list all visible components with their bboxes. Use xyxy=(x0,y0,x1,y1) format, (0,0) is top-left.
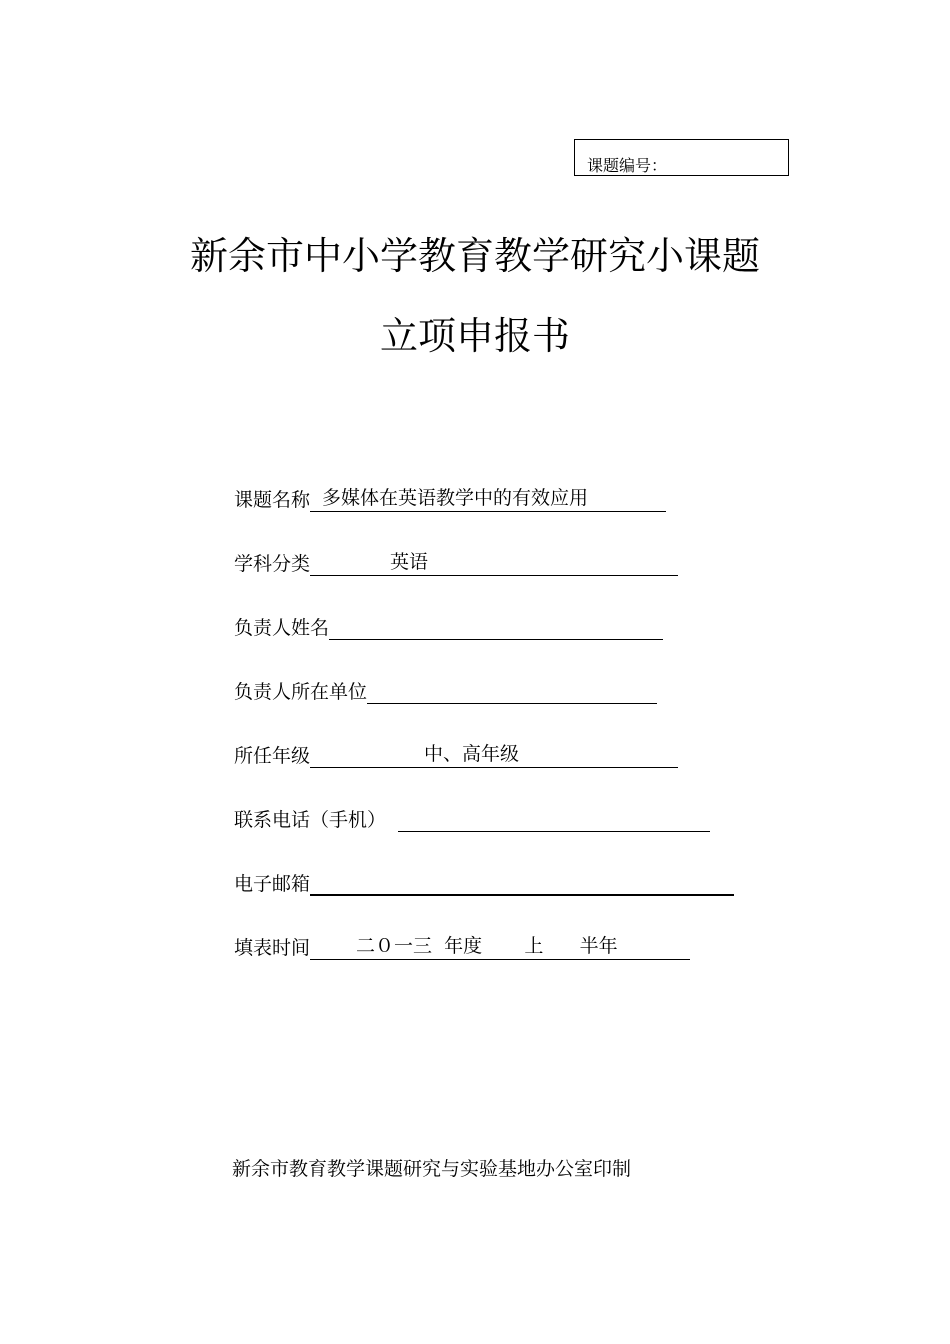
field-label: 负责人姓名 xyxy=(234,617,330,639)
field-value: 英语 xyxy=(390,551,429,573)
field-label: 填表时间 xyxy=(234,937,311,959)
field-value: 多媒体在英语教学中的有效应用 xyxy=(322,487,589,509)
field-label: 负责人所在单位 xyxy=(234,681,368,703)
footer-publisher: 新余市教育教学课题研究与实验基地办公室印制 xyxy=(232,1158,632,1180)
field-value: 二０一三 年度 上 半年 xyxy=(356,935,618,957)
project-code-label: 课题编号： xyxy=(587,156,668,175)
field-label: 课题名称 xyxy=(234,489,311,511)
field-grade xyxy=(234,742,678,768)
field-line-leader-name xyxy=(329,616,663,640)
field-subject xyxy=(234,550,678,576)
field-label: 学科分类 xyxy=(234,553,311,575)
field-label: 联系电话（手机） xyxy=(234,809,387,831)
project-code-box xyxy=(574,139,789,176)
document-title-line1: 新余市中小学教育教学研究小课题 xyxy=(189,234,760,278)
field-fill-date xyxy=(234,934,690,960)
field-line-fill-date xyxy=(310,936,690,960)
field-line-project-name xyxy=(310,488,666,512)
field-leader-unit xyxy=(234,678,657,704)
document-title-line2: 立项申报书 xyxy=(379,314,570,358)
field-value: 中、高年级 xyxy=(424,743,520,765)
field-phone xyxy=(234,806,710,832)
field-project-name xyxy=(234,486,666,512)
field-email xyxy=(234,870,734,896)
field-leader-name xyxy=(234,614,663,640)
field-line-grade xyxy=(310,744,678,768)
field-line-leader-unit xyxy=(367,680,657,704)
field-line-phone xyxy=(398,808,710,832)
field-label: 电子邮箱 xyxy=(234,873,311,895)
field-line-email xyxy=(310,872,734,896)
field-line-subject xyxy=(310,552,678,576)
field-label: 所任年级 xyxy=(234,745,311,767)
